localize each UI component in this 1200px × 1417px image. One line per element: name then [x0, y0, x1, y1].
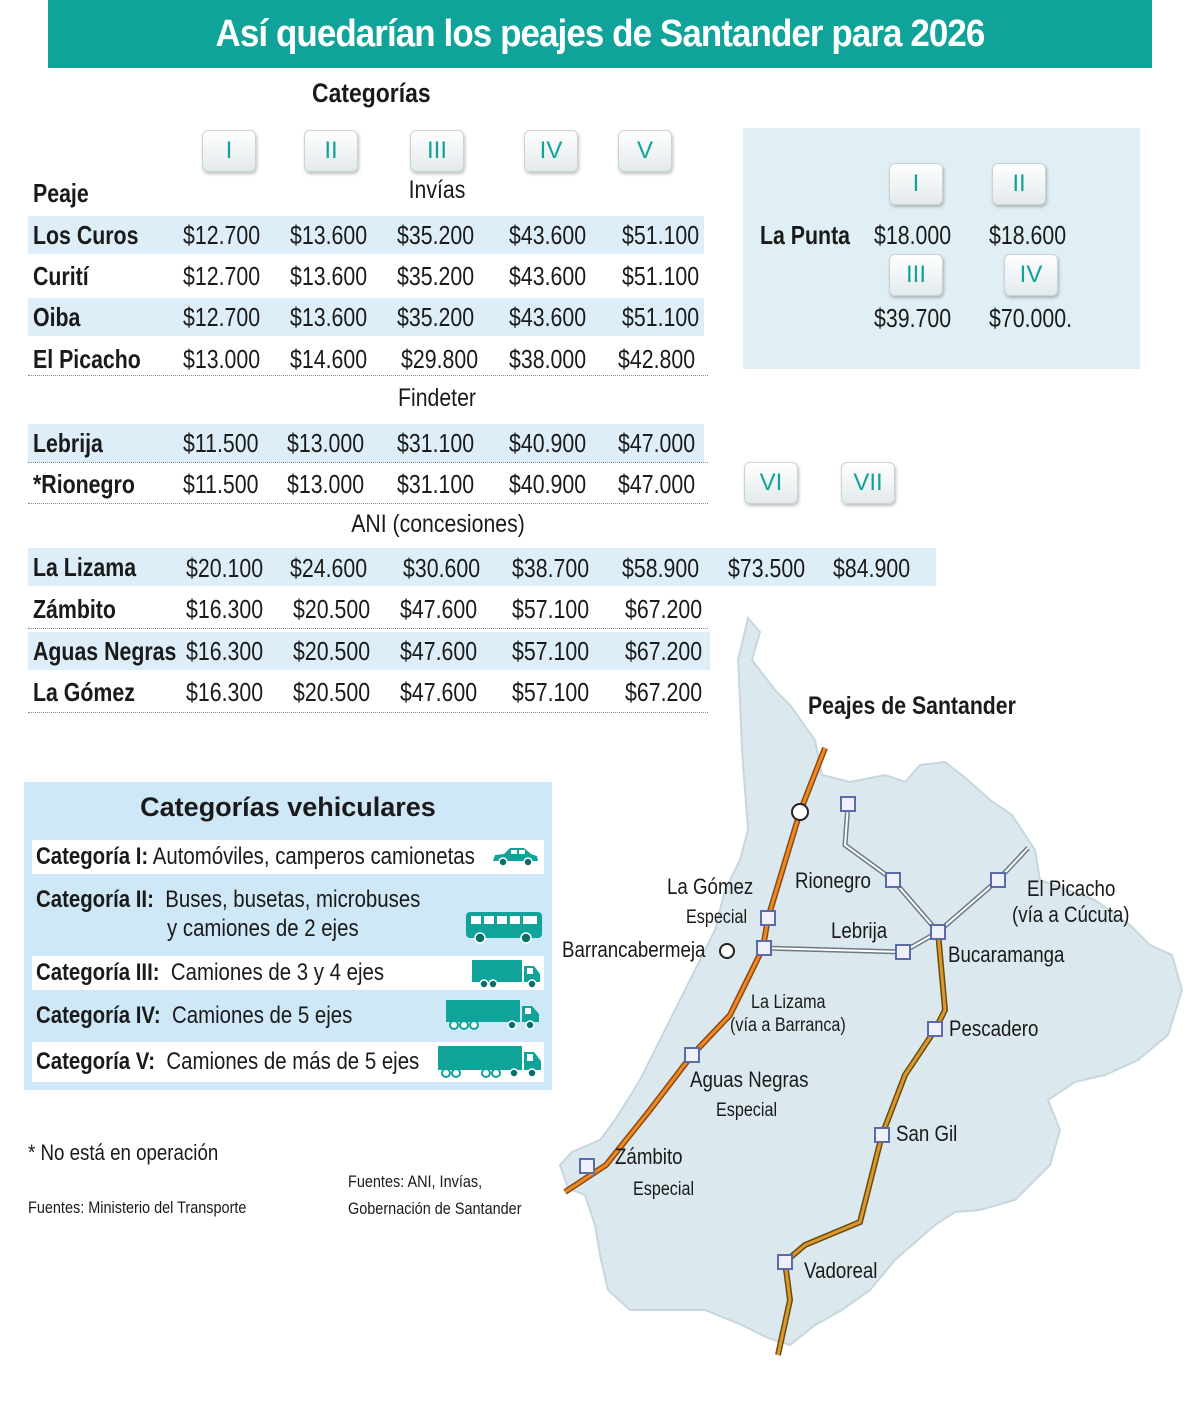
price-cat-4: $57.100	[512, 594, 590, 624]
price-cat-3: $35.200	[397, 261, 475, 291]
legend-cat-label: Categoría I:	[36, 843, 149, 870]
price-cat-4: $40.900	[509, 428, 587, 458]
price-cat-1: $13.000	[183, 344, 261, 374]
price-cat-2: $20.500	[293, 677, 371, 707]
toll-name: Curití	[33, 261, 89, 291]
price-cat-2: $20.500	[293, 594, 371, 624]
price-cat-6: $73.500	[728, 553, 806, 583]
map-label-la-gomez: La Gómez	[667, 874, 754, 899]
section-ani: ANI (concesiones)	[351, 510, 525, 538]
price-cat-4: $70.000.	[989, 303, 1072, 333]
price-cat-2: $13.600	[290, 220, 368, 250]
toll-marker-vadoreal	[778, 1255, 792, 1269]
price-cat-5: $67.200	[625, 677, 703, 707]
source-right-line-1: Fuentes: ANI, Invías,	[348, 1172, 483, 1191]
price-cat-5: $51.100	[622, 302, 700, 332]
price-cat-1: $12.700	[183, 220, 261, 250]
price-cat-3: $31.100	[397, 428, 475, 458]
price-cat-3: $35.200	[397, 220, 475, 250]
price-cat-3: $30.600	[403, 553, 481, 583]
legend-cat-label: Categoría II:	[36, 886, 154, 913]
section-invias: Invías	[408, 176, 466, 204]
price-cat-4: $43.600	[509, 302, 587, 332]
map-label-rionegro: Rionegro	[795, 868, 871, 893]
toll-name: La Gómez	[33, 677, 135, 707]
legend-cat-label: Categoría V:	[36, 1048, 156, 1075]
footnote: * No está en operación	[28, 1140, 219, 1165]
map-label-vadoreal: Vadoreal	[804, 1258, 878, 1283]
small-truck-icon	[470, 958, 542, 990]
price-cat-3: $35.200	[397, 302, 475, 332]
legend-item-cat-2	[32, 882, 544, 954]
toll-marker-pescadero	[928, 1022, 942, 1036]
chip-category-2: II	[304, 130, 358, 172]
chip-category-6: VI	[744, 462, 798, 504]
source-right-line-2: Gobernación de Santander	[348, 1199, 522, 1218]
toll-marker-aguas-negras	[685, 1048, 699, 1062]
map-label-barrancabermeja: Barrancabermeja	[562, 937, 706, 962]
truck-icon	[444, 998, 542, 1032]
legend-cat-desc: Camiones de más de 5 ejes	[166, 1048, 420, 1075]
legend-cat-desc-2: y camiones de 2 ejes	[167, 915, 359, 942]
price-cat-5: $67.200	[625, 594, 703, 624]
price-cat-3: $31.100	[397, 469, 475, 499]
price-cat-7: $84.900	[833, 553, 911, 583]
price-cat-2: $13.000	[287, 469, 365, 499]
page-title: Así quedarían los peajes de Santander para 2026	[48, 0, 1152, 68]
price-cat-1: $11.500	[183, 428, 259, 458]
map-label-aguas-negras: Aguas Negras	[690, 1067, 809, 1092]
map-label-bucaramanga: Bucaramanga	[948, 942, 1065, 967]
map-label-el-picacho-sub: (vía a Cúcuta)	[1012, 902, 1130, 927]
price-cat-3: $47.600	[400, 636, 478, 666]
price-cat-3: $47.600	[400, 677, 478, 707]
car-icon	[490, 846, 540, 868]
price-cat-4: $57.100	[512, 636, 590, 666]
price-cat-3: $47.600	[400, 594, 478, 624]
toll-name: Aguas Negras	[33, 636, 177, 666]
price-cat-1: $16.300	[186, 636, 264, 666]
price-cat-1: $12.700	[183, 261, 261, 291]
toll-name: Los Curos	[33, 220, 139, 250]
chip-category-2: II	[992, 163, 1046, 205]
map-label-lebrija: Lebrija	[831, 918, 888, 943]
section-findeter: Findeter	[398, 384, 476, 412]
legend-cat-desc: Camiones de 5 ejes	[172, 1002, 353, 1029]
price-cat-2: $13.600	[290, 302, 368, 332]
toll-name: *Rionegro	[33, 469, 135, 499]
price-cat-5: $47.000	[618, 428, 696, 458]
map-label-aguas-negras-sub: Especial	[716, 1100, 778, 1121]
map-label-el-picacho: El Picacho	[1027, 876, 1116, 901]
price-cat-1: $18.000	[874, 220, 952, 250]
price-cat-1: $20.100	[186, 553, 264, 583]
toll-marker-san-gil	[875, 1128, 889, 1142]
price-cat-5: $51.100	[622, 261, 700, 291]
toll-name: Zámbito	[33, 594, 116, 624]
price-cat-5: $42.800	[618, 344, 696, 374]
toll-marker-bucaramanga	[931, 925, 945, 939]
price-cat-1: $16.300	[186, 594, 264, 624]
categories-heading: Categorías	[312, 78, 431, 108]
santander-region	[560, 618, 1182, 1345]
price-cat-2: $24.600	[290, 553, 368, 583]
price-cat-4: $40.900	[509, 469, 587, 499]
price-cat-4: $43.600	[509, 261, 587, 291]
chip-category-4: IV	[1004, 254, 1058, 296]
legend-cat-desc: Buses, busetas, microbuses	[165, 886, 421, 913]
price-cat-5: $47.000	[618, 469, 696, 499]
chip-category-1: I	[889, 163, 943, 205]
legend-cat-desc: Camiones de 3 y 4 ejes	[170, 959, 385, 986]
price-cat-4: $43.600	[509, 220, 587, 250]
price-cat-1: $16.300	[186, 677, 264, 707]
source-left: Fuentes: Ministerio del Transporte	[28, 1198, 247, 1217]
toll-marker-el-picacho	[991, 873, 1005, 887]
price-cat-4: $38.700	[512, 553, 590, 583]
map-label-la-gomez-sub: Especial	[686, 907, 748, 928]
toll-marker-rionegro	[886, 873, 900, 887]
la-punta-panel	[743, 128, 1140, 369]
price-cat-2: $14.600	[290, 344, 368, 374]
toll-name: Lebrija	[33, 428, 103, 458]
toll-name: El Picacho	[33, 344, 141, 374]
legend-cat-label: Categoría III:	[36, 959, 160, 986]
price-cat-5: $58.900	[622, 553, 700, 583]
divider	[28, 462, 708, 463]
toll-name: La Lizama	[33, 552, 137, 582]
toll-marker-lebrija	[896, 945, 910, 959]
map-label-san-gil: San Gil	[896, 1121, 958, 1146]
price-cat-2: $20.500	[293, 636, 371, 666]
chip-category-5: V	[618, 130, 672, 172]
legend-item-cat-3	[32, 956, 544, 990]
map-label-la-lizama: La Lizama	[751, 992, 826, 1013]
toll-name: La Punta	[760, 220, 851, 250]
row-highlight	[28, 424, 704, 462]
chip-category-3: III	[889, 254, 943, 296]
map-label-la-lizama-sub: (vía a Barranca)	[730, 1015, 846, 1036]
toll-name: Oiba	[33, 302, 81, 332]
price-cat-4: $38.000	[509, 344, 587, 374]
trailer-truck-icon	[436, 1044, 544, 1080]
toll-marker-la-lizama	[757, 941, 771, 955]
toll-marker-la-gomez	[761, 911, 775, 925]
chip-category-4: IV	[524, 130, 578, 172]
price-cat-5: $51.100	[622, 220, 700, 250]
toll-marker-top	[841, 797, 855, 811]
city-marker-top	[792, 804, 808, 820]
city-marker-barrancabermeja	[720, 944, 734, 958]
price-cat-1: $11.500	[183, 469, 259, 499]
price-cat-3: $39.700	[874, 303, 952, 333]
price-cat-2: $13.600	[290, 261, 368, 291]
chip-category-1: I	[202, 130, 256, 172]
legend-item-cat-5	[32, 1042, 544, 1082]
price-cat-4: $57.100	[512, 677, 590, 707]
chip-category-7: VII	[841, 462, 895, 504]
price-cat-2: $18.600	[989, 220, 1067, 250]
map-title: Peajes de Santander	[808, 692, 1016, 720]
legend-item-cat-1	[32, 840, 544, 874]
peaje-heading: Peaje	[33, 178, 89, 208]
divider	[28, 503, 708, 504]
vehicle-categories-legend	[24, 782, 552, 1090]
legend-cat-label: Categoría IV:	[36, 1002, 161, 1029]
legend-item-cat-4	[32, 996, 544, 1036]
map-label-pescadero: Pescadero	[949, 1016, 1039, 1041]
toll-marker-zambito	[580, 1159, 594, 1173]
legend-cat-desc: Automóviles, camperos camionetas	[152, 843, 475, 870]
map-label-zambito-sub: Especial	[633, 1179, 695, 1200]
map-label-zambito: Zámbito	[615, 1144, 683, 1169]
price-cat-5: $67.200	[625, 636, 703, 666]
price-cat-2: $13.000	[287, 428, 365, 458]
price-cat-1: $12.700	[183, 302, 261, 332]
bus-icon	[464, 910, 544, 946]
price-cat-3: $29.800	[401, 344, 479, 374]
divider	[28, 375, 708, 376]
legend-title: Categorías vehiculares	[140, 792, 436, 822]
chip-category-3: III	[410, 130, 464, 172]
